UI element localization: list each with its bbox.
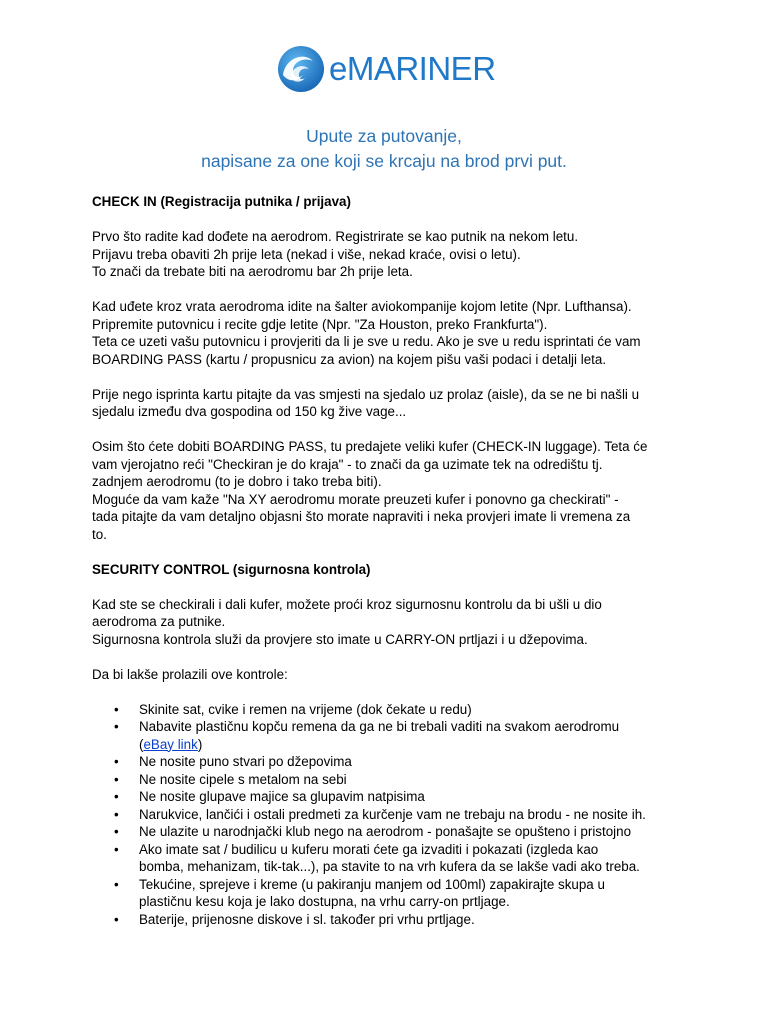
bullet-icon: • xyxy=(114,771,119,787)
security-heading: SECURITY CONTROL (sigurnosna kontrola) xyxy=(92,561,371,577)
list-item-text: Tekućine, sprejeve i kreme (u pakiranju manjem od 100ml) zapakirajte skupa u xyxy=(139,876,605,892)
bullet-icon: • xyxy=(114,824,119,839)
bullet-icon: • xyxy=(114,789,119,804)
list-item-text: bomba, mehanizam, tik-tak...), pa stavite to na vrh kufera da se lakše vadi ako treba. xyxy=(139,859,640,874)
checkin-heading: CHECK IN (Registracija putnika / prijava) xyxy=(92,194,351,209)
tips-list xyxy=(92,701,692,929)
list-item-text: plastičnu kesu koja je lako dostupna, na vrhu carry-on prtljage. xyxy=(139,894,510,909)
text-line: Moguće da vam kaže "Na XY aerodromu morate preuzeti kufer i ponovno ga checkirati" - xyxy=(92,491,619,507)
bullet-icon: • xyxy=(114,719,119,734)
list-item-text: Narukvice, lančići i ostali predmeti za kurčenje vam ne trebaju na brodu - ne nosite ih. xyxy=(139,806,646,822)
bullet-icon: • xyxy=(114,911,119,927)
text-line: Prvo što radite kad dođete na aerodrom. Registrirate se kao putnik na nekom letu. xyxy=(92,229,579,244)
list-item-text: Skinite sat, cvike i remen na vrijeme (dok čekate u redu) xyxy=(139,701,472,717)
list-item-text: Nabavite plastičnu kopču remena da ga ne bi trebali vaditi na svakom aerodromu xyxy=(139,719,620,734)
emariner-logo xyxy=(277,45,496,93)
bullet-icon: • xyxy=(114,841,119,857)
list-item-text: Ako imate sat / budilicu u kuferu morati ćete ga izvaditi i pokazati (izgleda kao xyxy=(139,841,599,857)
document-subtitle xyxy=(0,124,768,174)
list-item-text: Ne nosite puno stvari po džepovima xyxy=(139,754,352,769)
text-line: aerodroma za putnike. xyxy=(92,614,226,629)
text-line: Pripremite putovnicu i recite gdje letite (Npr. "Za Houston, preko Frankfurta"). xyxy=(92,316,548,332)
ebay-link[interactable]: eBay link xyxy=(143,736,198,752)
text-line: BOARDING PASS (kartu / propusnicu za avion) na kojem pišu vaši podaci i detalji leta. xyxy=(92,351,607,367)
list-item-text: Baterije, prijenosne diskove i sl. također pri vrhu prtljage. xyxy=(139,911,475,927)
bullet-icon: • xyxy=(114,754,119,769)
subtitle-line-1: Upute za putovanje, xyxy=(306,126,462,146)
text-line: vam vjerojatno reći "Checkiran je do kraja" - to znači da ga uzimate tek na odredištu tj. xyxy=(92,456,603,472)
text-line: Sigurnosna kontrola služi da provjere sto imate u CARRY-ON prtljazi i u džepovima. xyxy=(92,631,588,647)
list-item-text: Ne nosite cipele s metalom na sebi xyxy=(139,771,347,787)
text-line: sjedalu između dva gospodina od 150 kg žive vage... xyxy=(92,404,407,419)
list-item xyxy=(92,701,692,719)
list-intro: Da bi lakše prolazili ove kontrole: xyxy=(92,666,288,682)
text-line: zadnjem aerodromu (to je dobro i tako treba biti). xyxy=(92,474,382,489)
list-item xyxy=(92,841,692,876)
document-body xyxy=(92,193,692,928)
ebay-link-open: ( xyxy=(139,736,144,752)
paragraph-security xyxy=(92,596,692,649)
paragraph-counter xyxy=(92,298,692,368)
paragraph-luggage xyxy=(92,438,692,543)
text-line: To znači da trebate biti na aerodromu bar 2h prije leta. xyxy=(92,264,413,279)
list-item xyxy=(92,876,692,911)
bullet-icon: • xyxy=(114,876,119,892)
text-line: to. xyxy=(92,526,107,542)
text-line: Kad uđete kroz vrata aerodroma idite na šalter aviokompanije kojom letite (Npr. Lufthansa). xyxy=(92,299,632,314)
text-line: Prije nego isprinta kartu pitajte da vas smjesti na sjedalo uz prolaz (aisle), da se ne bi našli u xyxy=(92,386,640,402)
ebay-link-close: ) xyxy=(197,736,203,752)
list-item xyxy=(92,771,692,789)
list-item xyxy=(92,753,692,771)
paragraph-seat xyxy=(92,386,692,421)
list-item-text: Ne nosite glupave majice sa glupavim natpisima xyxy=(139,789,425,804)
list-item xyxy=(92,911,692,929)
text-line: Teta ce uzeti vašu putovnicu i provjeriti da li je sve u redu. Ako je sve u redu isprintati će vam xyxy=(92,334,641,349)
list-item xyxy=(92,788,692,806)
list-item-text: Ne ulazite u narodnjački klub nego na aerodrom - ponašajte se opušteno i pristojno xyxy=(139,824,632,839)
text-line: Osim što ćete dobiti BOARDING PASS, tu predajete veliki kufer (CHECK-IN luggage). Teta će xyxy=(92,439,648,454)
text-line: Prijavu treba obaviti 2h prije leta (nekad i više, nekad kraće, ovisi o letu). xyxy=(92,246,521,262)
logo-wordmark: eMARINER xyxy=(329,50,496,87)
text-line: tada pitajte da vam detaljno objasni što morate napraviti i neka provjeri imate li vremena za xyxy=(92,509,631,524)
list-item xyxy=(92,718,692,753)
text-line: Kad ste se checkirali i dali kufer, možete proći kroz sigurnosnu kontrolu da bi ušli u dio xyxy=(92,596,602,612)
list-item xyxy=(92,823,692,841)
bullet-icon: • xyxy=(114,701,119,717)
paragraph-registration xyxy=(92,228,692,281)
subtitle-line-2: napisane za one koji se krcaju na brod prvi put. xyxy=(201,151,567,171)
list-item xyxy=(92,806,692,824)
wave-logo-icon xyxy=(277,45,325,93)
bullet-icon: • xyxy=(114,806,119,822)
